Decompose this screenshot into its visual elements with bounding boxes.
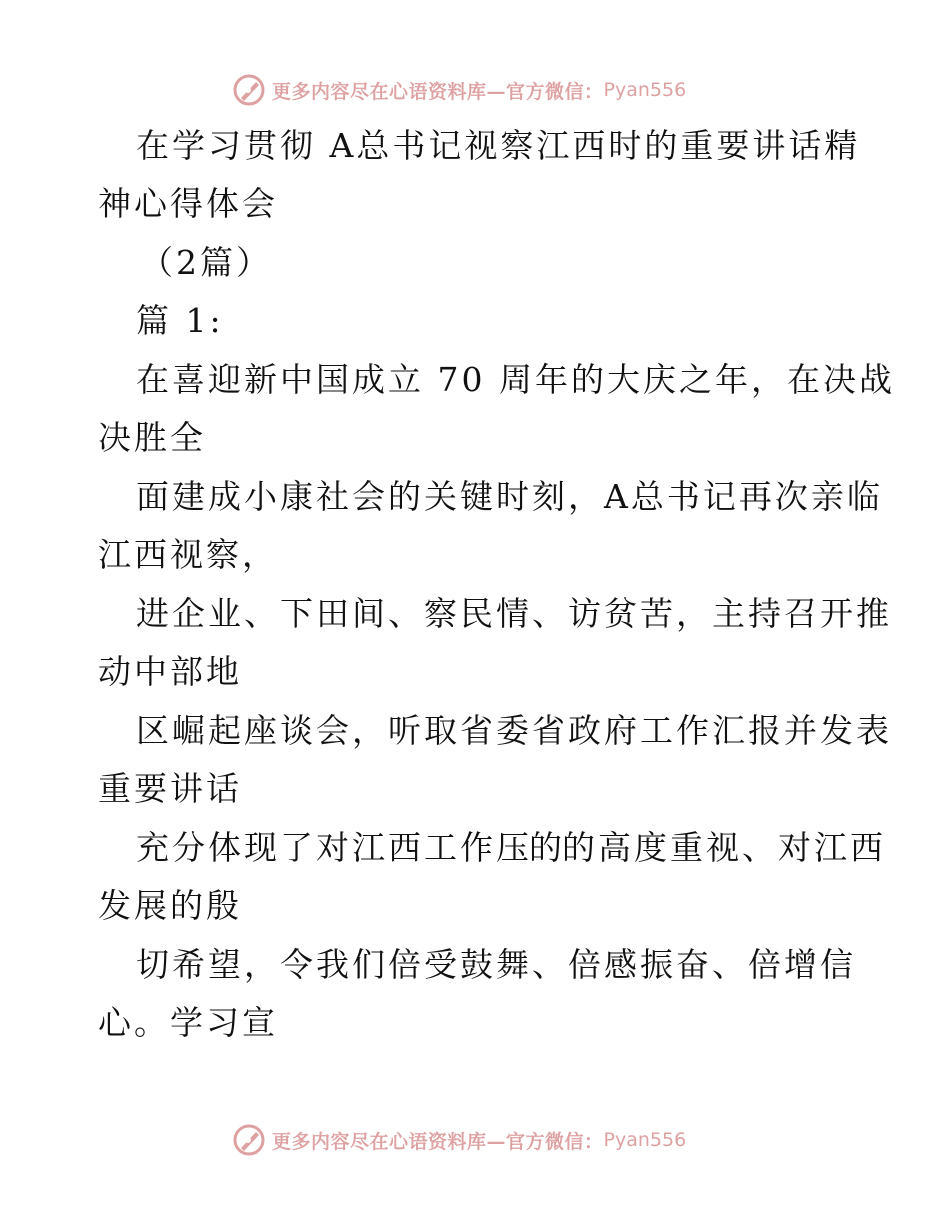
paragraph-line: 在喜迎新中国成立 70 周年的大庆之年，在决战 <box>136 360 895 399</box>
paragraph-line: 进企业、下田间、察民情、访贫苦，主持召开推 <box>136 594 892 633</box>
paragraph-line: 区崛起座谈会，听取省委省政府工作汇报并发表 <box>136 711 892 750</box>
article-count: （2篇） <box>140 243 272 282</box>
title-line-2: 神心得体会 <box>98 184 278 223</box>
paragraph-line: 切希望，令我们倍受鼓舞、倍感振奋、倍增信 <box>136 945 856 984</box>
pen-logo-icon <box>232 73 266 107</box>
paragraph-segment: 的高度重视、对江西 <box>562 828 886 867</box>
watermark-text: 更多内容尽在心语资料库—官方微信： <box>272 1130 604 1153</box>
paragraph-line: 江西视察， <box>98 535 278 574</box>
paragraph-segment: 充分体现了对江西工作 <box>136 828 496 867</box>
paragraph-line: 面建成小康社会的关键时刻，A总书记再次亲临 <box>136 477 883 516</box>
paragraph-segment-ocr-glitch: 压的 <box>496 828 562 867</box>
pen-logo-icon <box>232 1123 266 1157</box>
paragraph-line <box>136 828 886 868</box>
section-heading: 篇 1: <box>136 301 224 340</box>
watermark-wechat-id: Pyan556 <box>603 1129 687 1151</box>
watermark-wechat-id: Pyan556 <box>603 79 687 101</box>
watermark-footer <box>232 1122 686 1158</box>
paragraph-line: 心。学习宣 <box>98 1003 278 1042</box>
title-line-1: 在学习贯彻 A总书记视察江西时的重要讲话精 <box>136 126 861 165</box>
paragraph-line: 动中部地 <box>98 652 242 691</box>
watermark-text: 更多内容尽在心语资料库—官方微信： <box>272 80 604 103</box>
paragraph-line: 重要讲话 <box>98 769 242 808</box>
paragraph-line: 决胜全 <box>98 418 206 457</box>
watermark-header <box>232 72 686 108</box>
paragraph-line: 发展的殷 <box>98 886 242 925</box>
